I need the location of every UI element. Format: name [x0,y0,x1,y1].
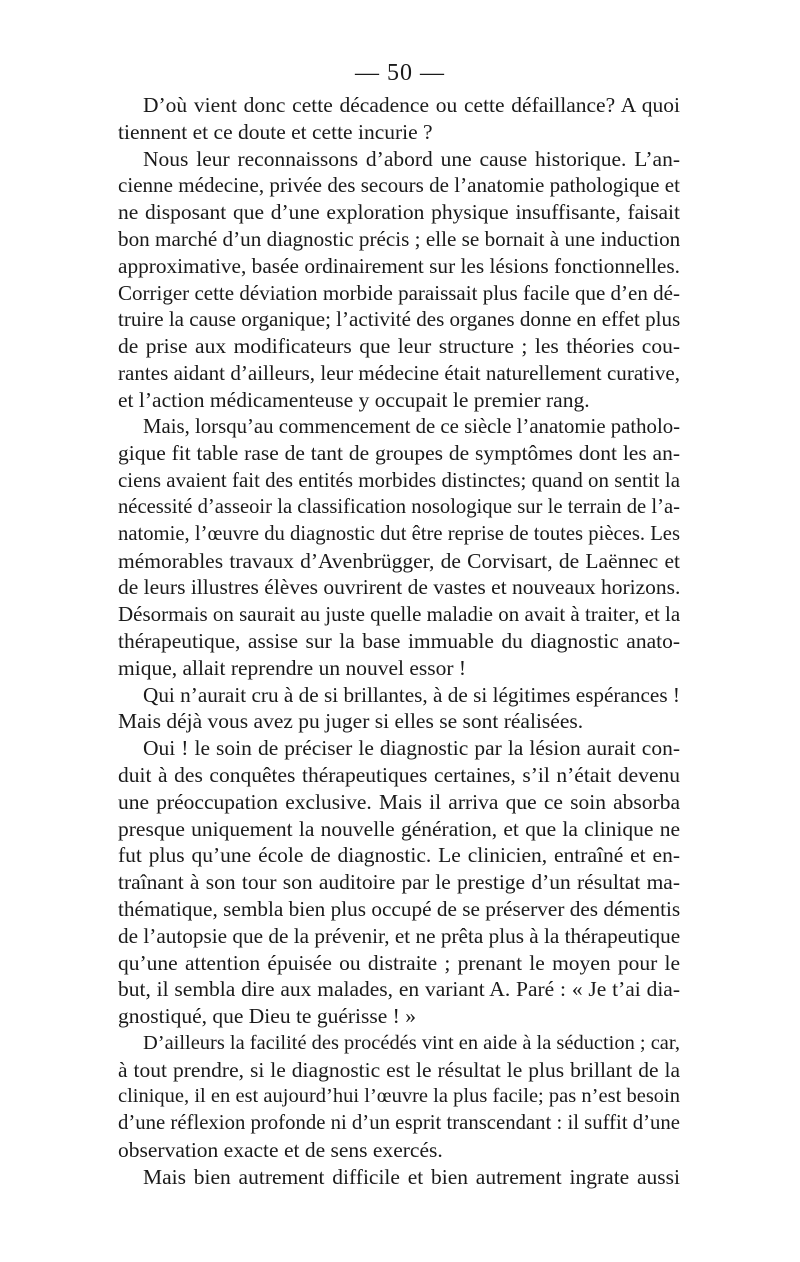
text-line: mique, allait reprendre un nouvel essor ! [118,655,467,680]
text-line: ciens avaient fait des entités morbides distinctes; quand on sentit la [118,468,680,493]
text-line: gnostiqué, que Dieu te guérisse ! » [118,1004,416,1029]
text-line: tiennent et ce doute et cette incurie ? [118,119,433,144]
text-line: Mais bien autrement difficile et bien autrement ingrate aussi [143,1164,680,1189]
text-line: fut plus qu’une école de diagnostic. Le clinicien, entraîné et en- [118,843,680,868]
text-line: duit à des conquêtes thérapeutiques certaines, s’il n’était devenu [118,762,680,787]
text-line: de prise aux modificateurs que leur structure ; les théories cou- [118,334,680,359]
text-line: de leurs illustres élèves ouvrirent de vastes et nouveaux horizons. [118,575,681,600]
text-line: but, il sembla dire aux malades, en variant A. Paré : « Je t’ai dia- [118,977,680,1002]
text-line: qu’une attention épuisée ou distraite ; prenant le moyen pour le [118,950,680,975]
page-number: — 50 — [355,60,445,86]
text-line: observation exacte et de sens exercés. [118,1138,443,1163]
text-line: Qui n’aurait cru à de si brillantes, à de si légitimes espérances ! [143,682,680,707]
text-line: presque uniquement la nouvelle génération, et que la clinique ne [118,816,680,841]
text-line: d’une réflexion profonde ni d’un esprit transcendant : il suffit d’une [118,1112,681,1135]
text-line: thématique, sembla bien plus occupé de se préserver des démentis [118,896,681,921]
text-line: à tout prendre, si le diagnostic est le résultat le plus brillant de la [118,1057,680,1082]
text-line: une préoccupation exclusive. Mais il arriva que ce soin absorba [118,789,680,814]
text-line: mémorables travaux d’Avenbrügger, de Corvisart, de Laënnec et [118,548,680,573]
text-line: traînant à son tour son auditoire par le prestige d’un résultat ma- [118,870,680,895]
text-line: thérapeutique, assise sur la base immuable du diagnostic anato- [118,628,680,653]
text-line: Mais, lorsqu’au commencement de ce siècle l’anatomie patholo- [143,414,681,438]
text-line: approximative, basée ordinairement sur les lésions fonctionnelles. [118,253,680,278]
text-line: cienne médecine, privée des secours de l’anatomie pathologique et [118,173,680,198]
text-line: nécessité d’asseoir la classification nosologique sur le terrain de l’a- [118,495,680,518]
text-line: de l’autopsie que de la prévenir, et ne prêta plus à la thérapeutique [118,923,681,948]
text-line: bon marché d’un diagnostic précis ; elle se bornait à une induction [118,226,681,251]
text-line: Désormais on saurait au juste quelle maladie on avait à traiter, et la [118,602,681,627]
body-text [118,92,680,1191]
text-line: Corriger cette déviation morbide paraissait plus facile que d’en dé- [118,280,680,305]
text-line: Mais déjà vous avez pu juger si elles se sont réalisées. [118,709,584,734]
text-line: gique fit table rase de tant de groupes de symptômes dont les an- [118,441,680,466]
text-line: rantes aidant d’ailleurs, leur médecine était naturellement curative, [118,360,680,385]
text-line: clinique, il en est aujourd’hui l’œuvre la plus facile; pas n’est besoin [118,1085,680,1108]
text-line: natomie, l’œuvre du diagnostic dut être reprise de toutes pièces. Les [118,522,680,545]
text-line: Oui ! le soin de préciser le diagnostic par la lésion aurait con- [143,736,680,761]
text-line: D’où vient donc cette décadence ou cette défaillance? A quoi [143,93,680,117]
text-line: truire la cause organique; l’activité des organes donne en effet plus [118,307,681,332]
text-line: ne disposant que d’une exploration physique insuffisante, faisait [118,200,680,225]
text-line: D’ailleurs la facilité des procédés vint en aide à la séduction ; car, [143,1031,680,1054]
text-line: et l’action médicamenteuse y occupait le premier rang. [118,387,590,412]
text-line: Nous leur reconnaissons d’abord une cause historique. L’an- [143,146,680,171]
